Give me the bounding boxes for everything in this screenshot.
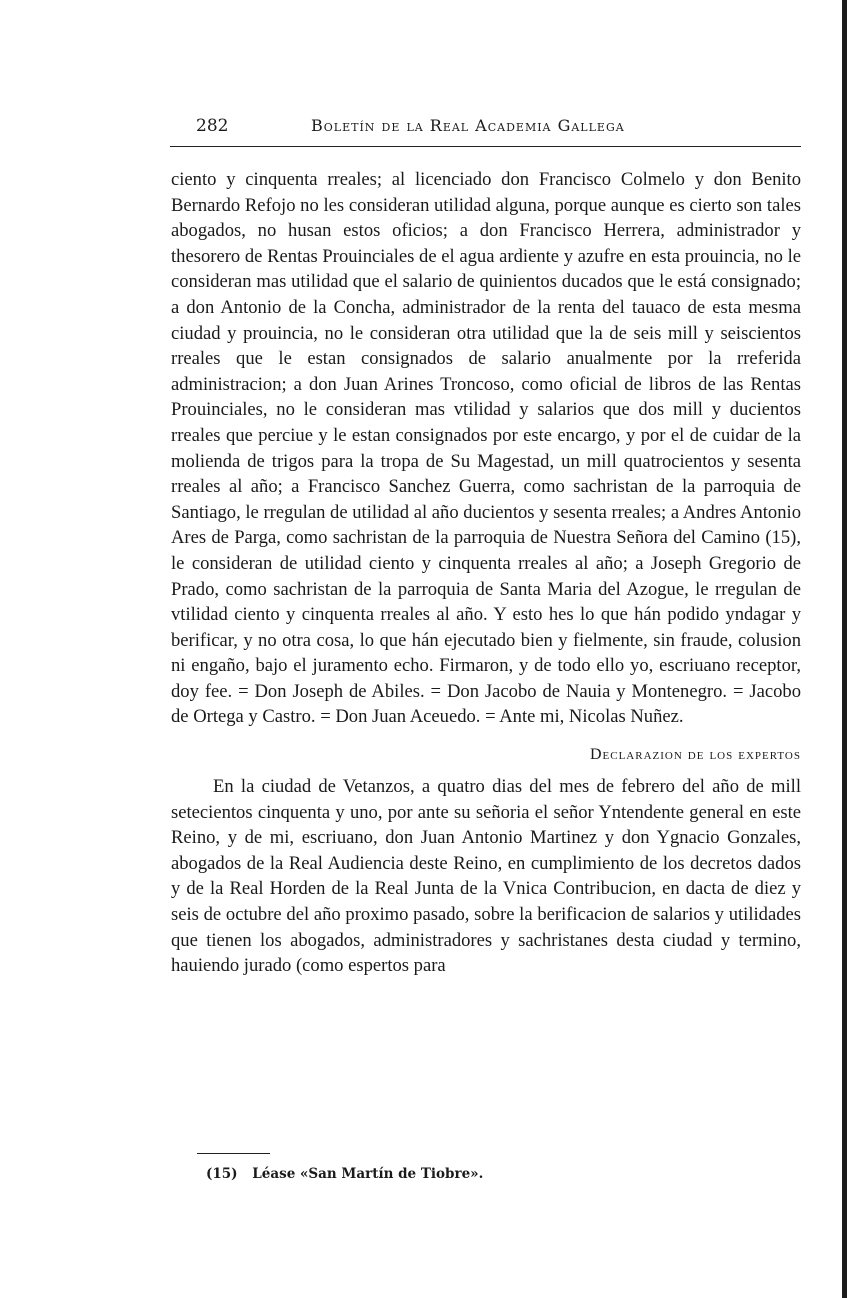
footnote-text: Léase «San Martín de Tiobre». bbox=[252, 1166, 484, 1182]
section-heading: Declarazion de los expertos bbox=[589, 746, 801, 764]
footnote-ref: (15) bbox=[206, 1166, 238, 1182]
body-text bbox=[171, 167, 801, 979]
page-edge-bar bbox=[842, 0, 847, 1298]
footnote-rule bbox=[197, 1153, 270, 1154]
paragraph-continued: ciento y cinquenta rreales; al licenciado don Francisco Colmelo y don Benito Bernardo Refojo no les consideran utilidad alguna, porque aunque es cierto son tales abogados, no husan estos oficios; a don Francisco Herrera, administrador y thesorero de Rentas Prouinciales de el agua ardiente y azufre en esta prouincia, no le consideran mas utilidad que el salario de quinientos ducados que le está consignado; a don Antonio de la Concha, administrador de la renta del tauaco de esta mesma ciudad y prouincia, no le consideran otra utilidad que la de seis mill y seiscientos rreales que le estan consignados de salario anualmente por la rreferida administracion; a don Juan Arines Troncoso, como oficial de libros de las Rentas Prouinciales, no le consideran mas vtilidad y salarios que dos mill y ducientos rreales que perciue y le estan consignados por este encargo, y por el de cuidar de la molienda de trigos para la tropa de Su Magestad, un mill quatrocientos y sesenta rreales al año; a Francisco Sanchez Guerra, como sachristan de la parroquia de Santiago, le rregulan de utilidad al año ducientos y sesenta rreales; a Andres Antonio Ares de Parga, como sachristan de la parroquia de Nuestra Señora del Camino (15), le consideran de utilidad ciento y cinquenta rreales al año; a Joseph Gregorio de Prado, como sachristan de la parroquia de Santa Maria del Azogue, le rregulan de vtilidad ciento y cinquenta rreales al año. Y esto hes lo que hán podido yndagar y berificar, y no otra cosa, lo que hán ejecutado bien y fielmente, sin fraude, colusion ni engaño, bajo el juramento echo. Firmaron, y de todo ello yo, escriuano receptor, doy fee. = Don Joseph de Abiles. = Don Jacobo de Nauia y Montenegro. = Jacobo de Ortega y Castro. = Don Juan Aceuedo. = Ante mi, Nicolas Nuñez. bbox=[171, 169, 801, 728]
header-rule bbox=[170, 146, 801, 147]
running-head: Boletín de la Real Academia Gallega bbox=[311, 116, 625, 135]
paragraph: En la ciudad de Vetanzos, a quatro dias del mes de febrero del año de mill setecientos cinquenta y uno, por ante su señoria el señor Yntendente general en este Reino, y de mi, escriuano, don Juan Antonio Martinez y don Ygnacio Gonzales, abogados de la Real Audiencia deste Reino, en cumplimiento de los decretos dados y de la Real Horden de la Real Junta de la Vnica Contribucion, en dacta de diez y seis de octubre del año proximo pasado, sobre la berificacion de salarios y utilidades que tienen los abogados, administradores y sachristanes desta ciudad y termino, hauiendo jurado (como espertos para bbox=[171, 776, 801, 977]
page-header bbox=[196, 116, 800, 140]
page-number: 282 bbox=[196, 116, 229, 136]
footnote bbox=[206, 1166, 483, 1182]
